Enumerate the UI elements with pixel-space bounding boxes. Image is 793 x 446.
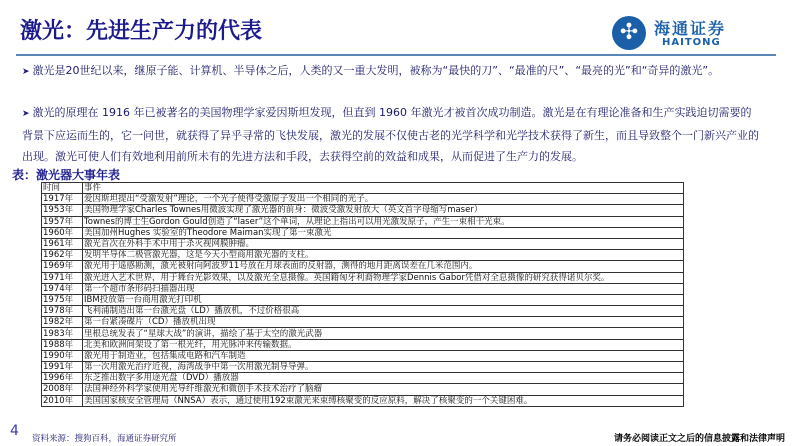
event-cell: 爱因斯坦提出“受激发射”理论，一个光子使得受激原子发出一个相同的光子。 [83,194,684,205]
disclaimer: 请务必阅读正文之后的信息披露和法律声明 [613,434,785,444]
table-caption: 表：激光器大事年表 [12,168,121,182]
year-cell: 1962年 [42,250,83,261]
event-cell: 飞利浦制造出第一台激光盘（LD）播放机，不过价格很高 [83,306,684,317]
event-cell: 法国神经外科学家使用光导纤维激光和微创手术技术治疗了脑瘤 [83,384,684,395]
table-row [42,317,684,328]
table-row [42,362,684,373]
year-cell: 1953年 [42,205,83,216]
header-time: 时间 [42,183,83,194]
event-cell: IBM投放第一台商用激光打印机 [83,294,684,305]
event-cell: 北美和欧洲间架设了第一根光纤，用光脉冲来传输数据。 [83,339,684,350]
table-row [42,238,684,249]
event-cell: Townes的博士生Gordon Gould创造了“laser”这个单词，从理论上指出可以用光激发原子，产生一束相干光束。 [83,216,684,227]
paragraph-text: 激光的原理在 1916 年已被著名的美国物理学家爱因斯坦发现，但直到 1960 年激光才被首次成功制造。激光是在有理论准备和生产实践迫切需要的背景下应运而生的，它一问世，就获得了异乎寻常的飞快发展，激光的发展不仅使古老的光学科学和光学技术获得了新生，而且导致整个一门新兴产业的出现。激光可使人们有效地利用前所未有的先进方法和手段，去获得空前的效益和成果，从而促进了生产力的发展。 [22,106,759,163]
arrow-bullet-icon: ➤ [22,109,30,119]
year-cell: 1982年 [42,317,83,328]
year-cell: 1961年 [42,238,83,249]
laser-timeline-table [41,182,684,407]
event-cell: 美国国家核安全管理局（NNSA）表示，通过使用192束激光来束缚核聚变的反应原料，解决了核聚变的一个关键困难。 [83,395,684,406]
year-cell: 1991年 [42,362,83,373]
table-row [42,339,684,350]
table-row [42,227,684,238]
table-row [42,306,684,317]
event-cell: 激光进入艺术世界，用于舞台光影效果，以及激光全息摄像。英国籍匈牙利裔物理学家Dennis Gabor凭借对全息摄像的研究获得诺贝尔奖。 [83,272,684,283]
table-row [42,261,684,272]
table-row [42,283,684,294]
event-cell: 里根总统发表了“星球大战”的演讲，描绘了基于太空的激光武器 [83,328,684,339]
year-cell: 1917年 [42,194,83,205]
event-cell: 第一台紧凑碟片（CD）播放机出现 [83,317,684,328]
year-cell: 1978年 [42,306,83,317]
year-cell: 1974年 [42,283,83,294]
header-event: 事件 [83,183,684,194]
table-header-row [42,183,684,194]
logo-cn: 海通证券 [654,19,727,38]
table-row [42,328,684,339]
event-cell: 美国物理学家Charles Townes用微波实现了激光器的前身：微波受激发射放大（英文首字母缩写maser） [83,205,684,216]
table-row [42,373,684,384]
table-row [42,216,684,227]
event-cell: 东芝推出数字多用途光盘（DVD）播放器 [83,373,684,384]
source-note: 资料来源：搜狗百科，海通证券研究所 [32,434,177,444]
logo-mark-icon: ✣ [612,16,646,50]
header-divider [16,54,776,56]
page-title: 激光：先进生产力的代表 [20,19,263,44]
year-cell: 1957年 [42,216,83,227]
bullet-paragraph [22,60,762,83]
bullet-paragraph [22,102,762,167]
table-row [42,294,684,305]
event-cell: 第一次用激光治疗近视，海湾战争中第一次用激光制导导弹。 [83,362,684,373]
arrow-bullet-icon: ➤ [22,67,30,77]
table-row [42,384,684,395]
year-cell: 1969年 [42,261,83,272]
table-row [42,350,684,361]
year-cell: 2010年 [42,395,83,406]
page-number: 4 [10,423,19,439]
event-cell: 第一个超市条形码扫描器出现 [83,283,684,294]
table-row [42,395,684,406]
paragraph-text: 激光是20世纪以来，继原子能、计算机、半导体之后，人类的又一重大发明，被称为“最快的刀”、“最准的尺”、“最亮的光”和“奇异的激光”。 [32,64,720,77]
event-cell: 发明半导体二极管激光器，这是今天小型商用激光器的支柱。 [83,250,684,261]
year-cell: 1975年 [42,294,83,305]
logo-en: HAITONG [662,37,721,48]
table-row [42,250,684,261]
event-cell: 美国加州Hughes 实验室的Theodore Maiman实现了第一束激光 [83,227,684,238]
year-cell: 2008年 [42,384,83,395]
event-cell: 激光用于遥感勘测，激光被射向阿波罗11号放在月球表面的反射器，测得的地月距离误差在几米范围内。 [83,261,684,272]
year-cell: 1983年 [42,328,83,339]
haitong-logo [612,14,782,54]
table-row [42,272,684,283]
year-cell: 1960年 [42,227,83,238]
table-row [42,205,684,216]
year-cell: 1996年 [42,373,83,384]
year-cell: 1988年 [42,339,83,350]
table-row [42,194,684,205]
event-cell: 激光首次在外科手术中用于杀灭视网膜肿瘤。 [83,238,684,249]
event-cell: 激光用于制造业，包括集成电路和汽车制造 [83,350,684,361]
year-cell: 1990年 [42,350,83,361]
year-cell: 1971年 [42,272,83,283]
